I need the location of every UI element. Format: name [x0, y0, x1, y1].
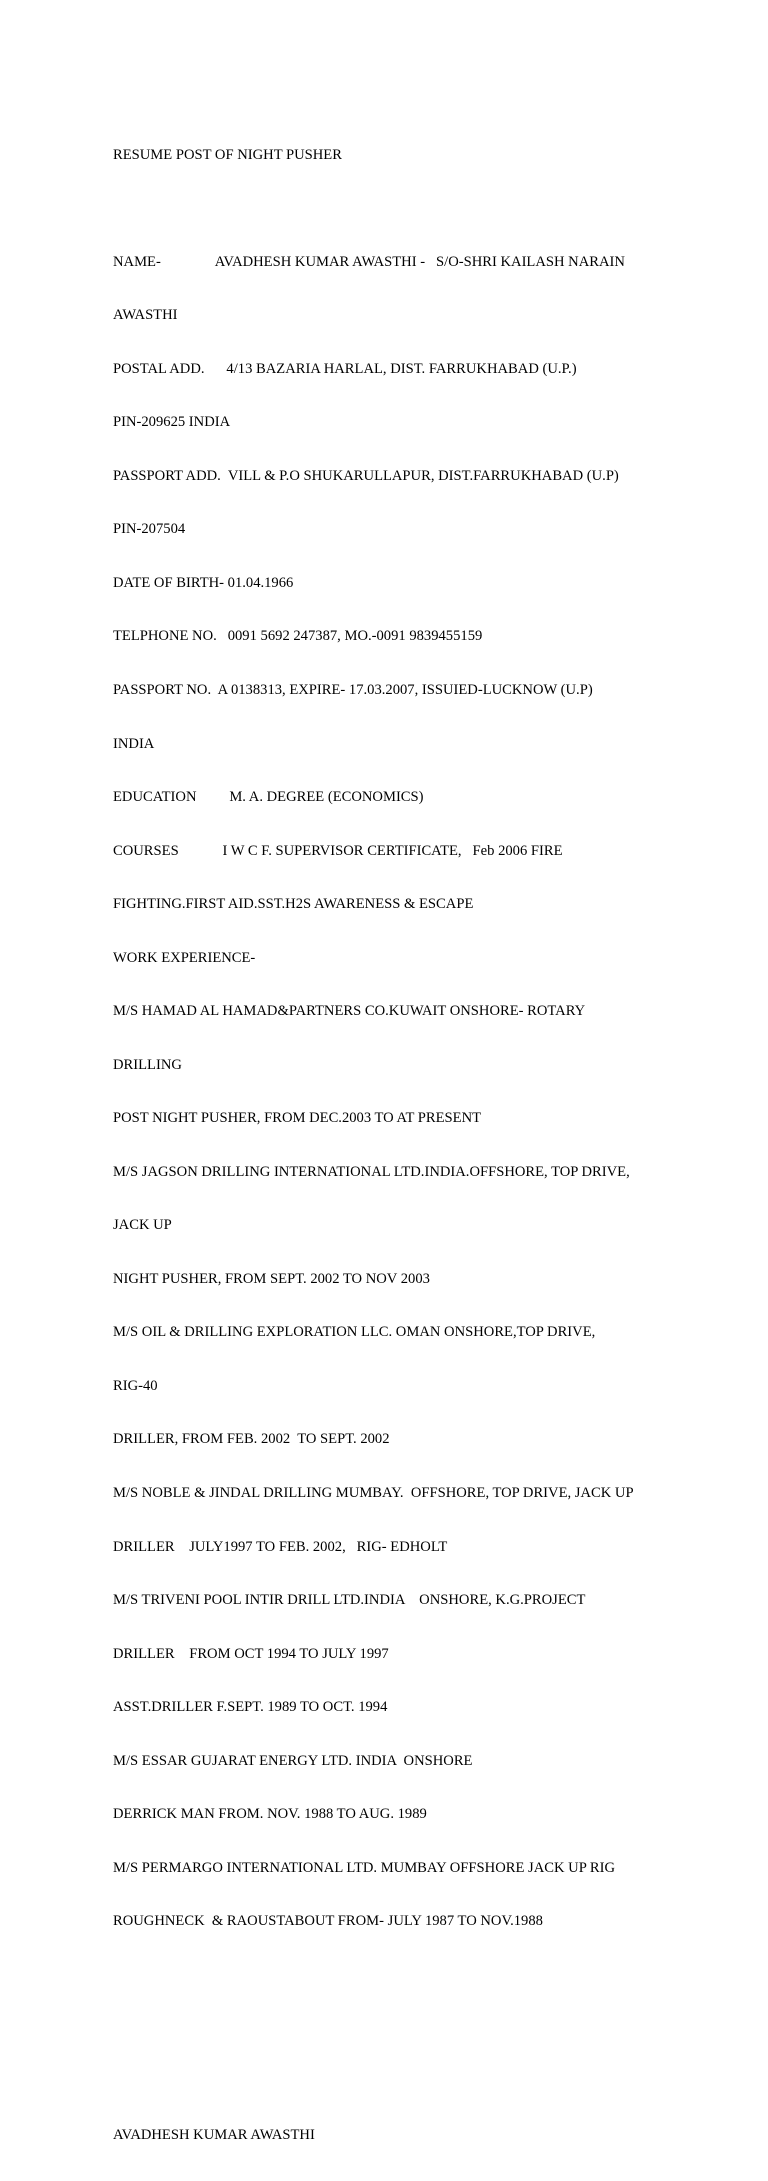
experience-line: POST NIGHT PUSHER, FROM DEC.2003 TO AT PRESENT	[113, 1110, 482, 1127]
document-body	[113, 111, 673, 2181]
experience-line: DRILLER FROM OCT 1994 TO JULY 1997	[113, 1645, 389, 1662]
education-line: EDUCATION M. A. DEGREE (ECONOMICS)	[113, 789, 424, 806]
experience-line: NIGHT PUSHER, FROM SEPT. 2002 TO NOV 2003	[113, 1270, 430, 1287]
experience-line: M/S PERMARGO INTERNATIONAL LTD. MUMBAY OFFSHORE JACK UP RIG	[113, 1859, 616, 1876]
experience-line: M/S HAMAD AL HAMAD&PARTNERS CO.KUWAIT ONSHORE- ROTARY	[113, 1003, 586, 1020]
work-experience-heading: WORK EXPERIENCE-	[113, 949, 256, 966]
experience-line: M/S TRIVENI POOL INTIR DRILL LTD.INDIA ONSHORE, K.G.PROJECT	[113, 1592, 586, 1609]
date-of-birth-line: DATE OF BIRTH- 01.04.1966	[113, 574, 294, 591]
blank-line	[113, 2020, 673, 2038]
passport-address-line: PASSPORT ADD. VILL & P.O SHUKARULLAPUR, DIST.FARRUKHABAD (U.P)	[113, 467, 619, 484]
blank-line	[113, 2074, 673, 2092]
name-line: NAME- AVADHESH KUMAR AWASTHI - S/O-SHRI KAILASH NARAIN	[113, 253, 625, 270]
experience-line: ASST.DRILLER F.SEPT. 1989 TO OCT. 1994	[113, 1699, 388, 1716]
experience-line: ROUGHNECK & RAOUSTABOUT FROM- JULY 1987 TO NOV.1988	[113, 1913, 543, 1930]
experience-line: DRILLER, FROM FEB. 2002 TO SEPT. 2002	[113, 1431, 390, 1448]
experience-line: DRILLER JULY1997 TO FEB. 2002, RIG- EDHOLT	[113, 1538, 448, 1555]
signature-name: AVADHESH KUMAR AWASTHI	[113, 2127, 315, 2144]
experience-line: JACK UP	[113, 1217, 172, 1234]
telephone-line: TELPHONE NO. 0091 5692 247387, MO.-0091 9839455159	[113, 628, 483, 645]
blank-line	[113, 200, 673, 218]
experience-line: DERRICK MAN FROM. NOV. 1988 TO AUG. 1989	[113, 1806, 427, 1823]
courses-line: COURSES I W C F. SUPERVISOR CERTIFICATE, Feb 2006 FIRE	[113, 842, 563, 859]
courses-line-continued: FIGHTING.FIRST AID.SST.H2S AWARENESS & ESCAPE	[113, 896, 474, 913]
experience-line: M/S JAGSON DRILLING INTERNATIONAL LTD.INDIA.OFFSHORE, TOP DRIVE,	[113, 1163, 630, 1180]
blank-line	[113, 1967, 673, 1985]
name-line-continued: AWASTHI	[113, 307, 178, 324]
experience-line: M/S NOBLE & JINDAL DRILLING MUMBAY. OFFSHORE, TOP DRIVE, JACK UP	[113, 1484, 634, 1501]
postal-pin-line: PIN-209625 INDIA	[113, 414, 231, 431]
passport-pin-line: PIN-207504	[113, 521, 186, 538]
postal-address-line: POSTAL ADD. 4/13 BAZARIA HARLAL, DIST. FARRUKHABAD (U.P.)	[113, 360, 577, 377]
passport-number-line-continued: INDIA	[113, 735, 155, 752]
experience-line: M/S ESSAR GUJARAT ENERGY LTD. INDIA ONSHORE	[113, 1752, 473, 1769]
experience-line: M/S OIL & DRILLING EXPLORATION LLC. OMAN ONSHORE,TOP DRIVE,	[113, 1324, 596, 1341]
experience-line: RIG-40	[113, 1377, 158, 1394]
document-title: RESUME POST OF NIGHT PUSHER	[113, 146, 342, 163]
passport-number-line: PASSPORT NO. A 0138313, EXPIRE- 17.03.2007, ISSUIED-LUCKNOW (U.P)	[113, 682, 593, 698]
experience-line: DRILLING	[113, 1056, 182, 1073]
